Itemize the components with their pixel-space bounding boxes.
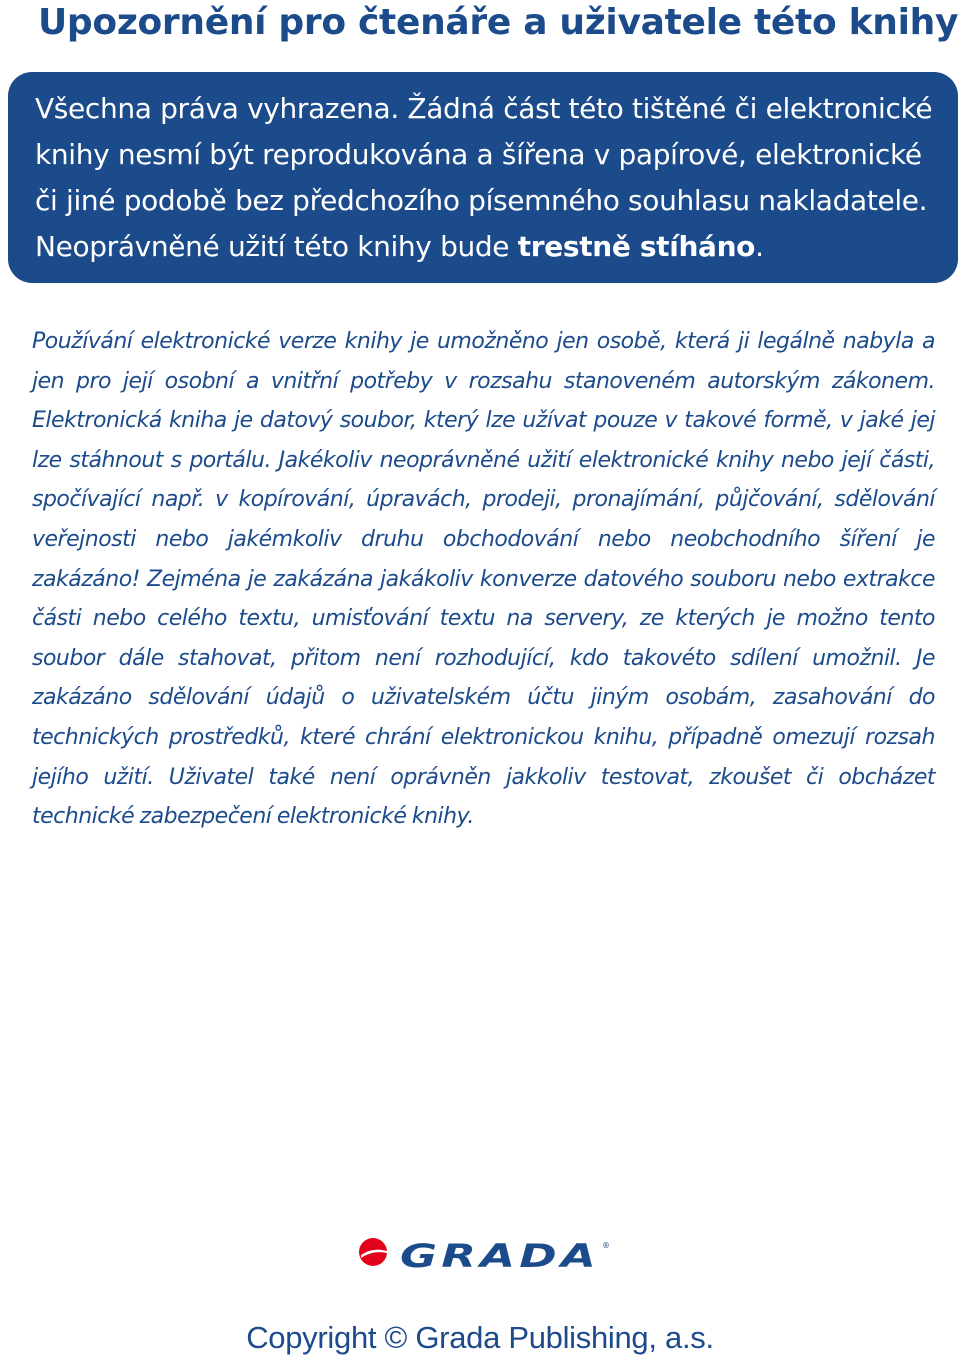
logo-circle-mark-icon — [359, 1238, 387, 1266]
rights-notice-end: . — [755, 230, 764, 263]
usage-terms-text — [32, 322, 935, 837]
rights-notice-text — [35, 86, 938, 270]
logo-wordmark: GRADA — [400, 1237, 600, 1274]
logo-registered-mark: ® — [602, 1241, 610, 1250]
rights-notice-box — [8, 72, 958, 283]
usage-terms-paragraph: Používání elektronické verze knihy je umožněno jen osobě, která ji legálně nabyla a jen pro její osobní a vnitřní potřeby v rozsahu stanoveném autorským zákonem. Elektronická kniha je datový soubor, který lze užívat pouze v takové formě, v jaké jej lze stáhnout s portálu. Jakékoliv neoprávněné užití elektronické knihy nebo její části, spočívající např. v kopírování, úpravách, prodeji, pronajímání, půjčování, sdělování veřejnosti nebo jakémkoliv druhu obchodování nebo neobchodního šíření je zakázáno! Zejména je zakázána jakákoliv konverze datového souboru nebo extrakce části nebo celého textu, umisťování textu na servery, ze kterých je možno tento soubor dále stahovat, přitom není rozhodující, kdo takovéto sdílení umožnil. Je zakázáno sdělování údajů o uživatelském účtu jiným osobám, zasahování do technických prostředků, které chrání elektronickou knihu, případně omezují rozsah jejího užití. Uživatel také není oprávněn jakkoliv testovat, zkoušet či obcházet technické zabezpečení elektronické knihy. — [32, 329, 935, 830]
grada-logo — [358, 1234, 610, 1274]
rights-notice-plain: Všechna práva vyhrazena. Žádná část této tištěné či elektronické knihy nesmí být reprodukována a šířena v papírové, elektronické či jiné podobě bez předchozího písemného souhlasu nakladatele. Neoprávněné užití této knihy bude — [35, 92, 933, 263]
page-title: Upozornění pro čtenáře a uživatele této knihy — [38, 2, 959, 43]
rights-notice-emphasis: trestně stíháno — [517, 230, 756, 263]
copyright-notice: Copyright © Grada Publishing, a.s. — [246, 1320, 714, 1355]
